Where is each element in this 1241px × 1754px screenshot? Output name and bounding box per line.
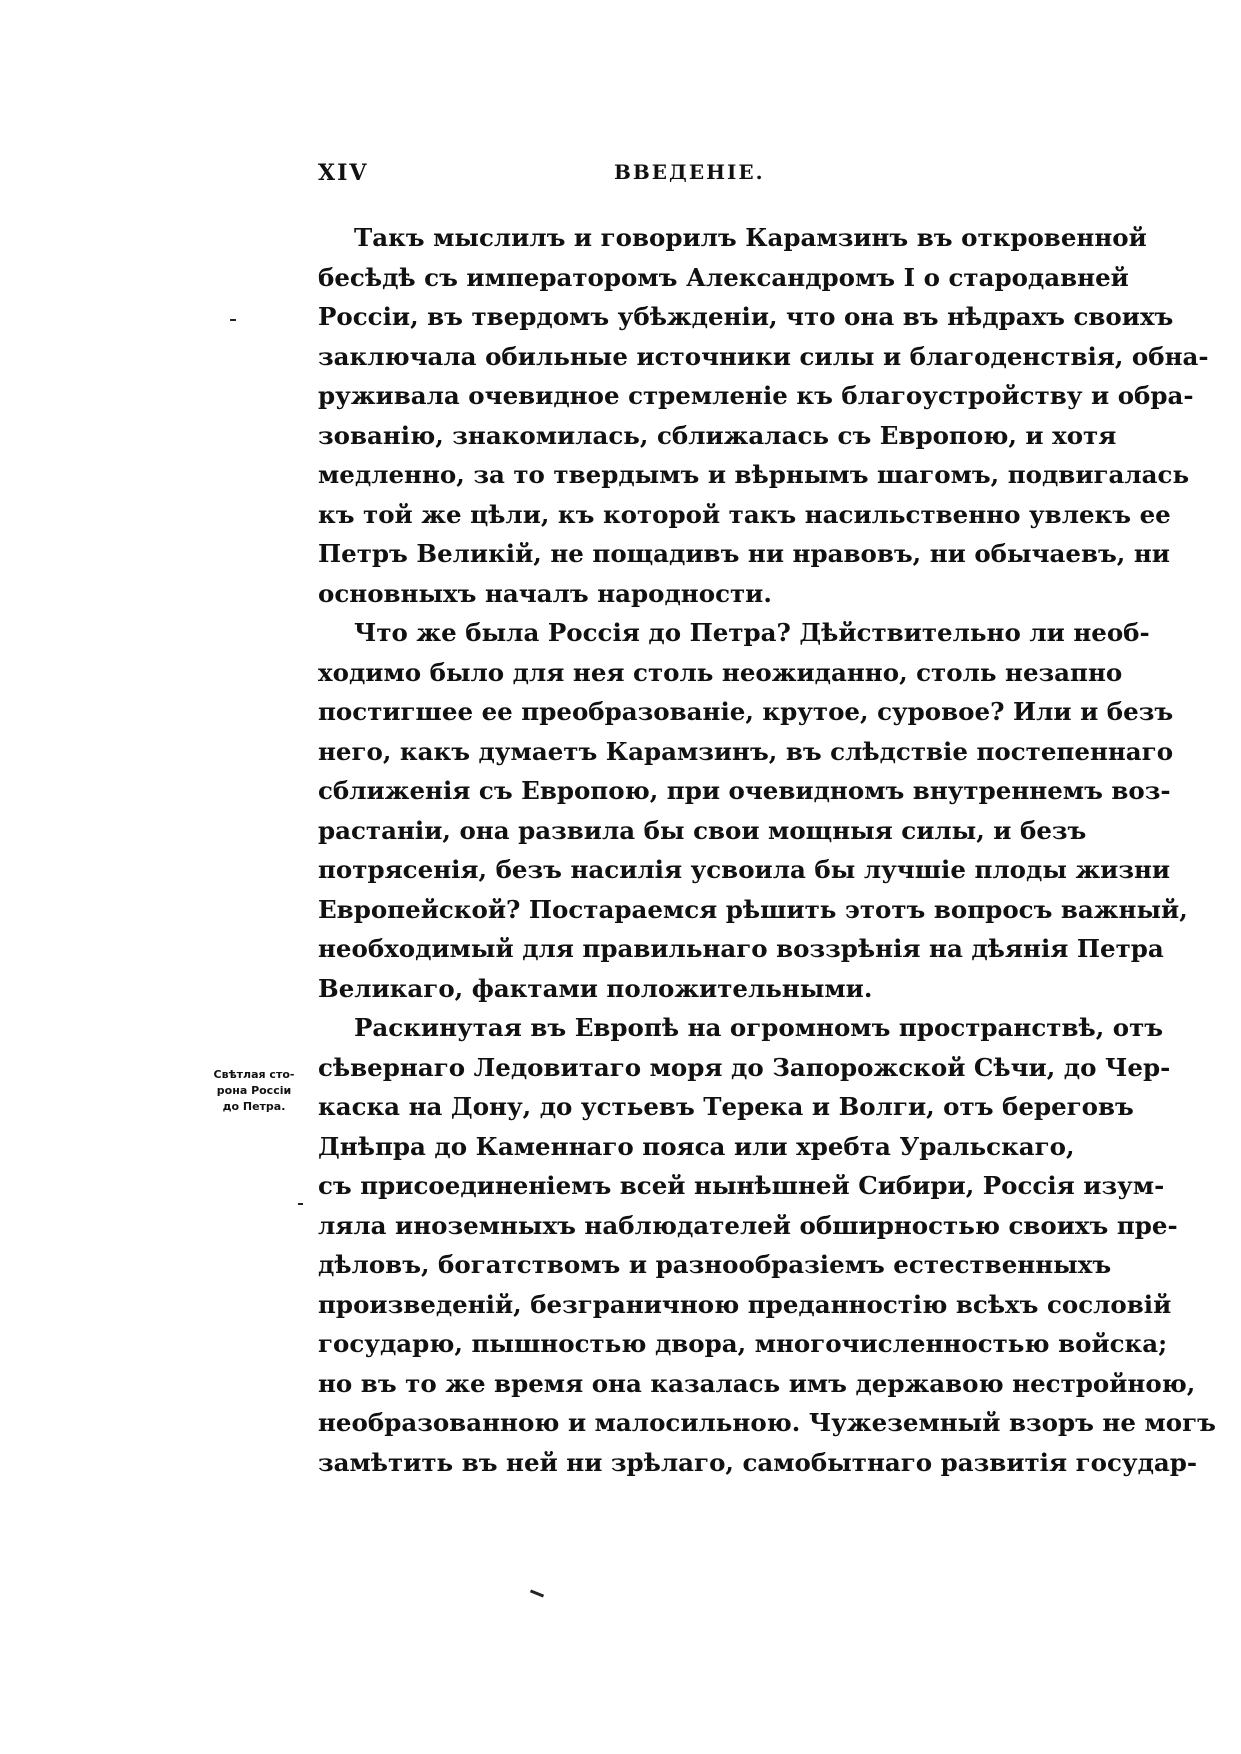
text-line: Что же была Россія до Петра? Дѣйствительно ли необ-	[354, 618, 1150, 647]
text-line: съ присоединеніемъ всей нынѣшней Сибири, Россія изум-	[318, 1171, 1165, 1200]
ink-speck	[530, 1589, 544, 1597]
margin-note-line: рона Россіи	[216, 1084, 292, 1097]
text-line: руживала очевидное стремленіе къ благоустройству и обра-	[318, 381, 1194, 410]
text-line: него, какъ думаетъ Карамзинъ, въ слѣдствіе постепеннаго	[318, 736, 1174, 766]
text-line: Раскинутая въ Европѣ на огромномъ пространствѣ, отъ	[354, 1013, 1164, 1042]
paragraph-2	[318, 613, 1188, 1008]
text-line: необразованною и малосильною. Чужеземный взоръ не могъ	[318, 1408, 1216, 1437]
text-line: ходимо было для нея столь неожиданно, столь незапно	[318, 657, 1123, 687]
page-number: XIV	[318, 160, 369, 186]
body-text	[318, 218, 1216, 1482]
text-line: бесѣдѣ съ императоромъ Александромъ I о стародавней	[318, 262, 1129, 292]
page-header	[318, 160, 1024, 196]
text-line: Россіи, въ твердомъ убѣжденіи, что она въ нѣдрахъ своихъ	[318, 302, 1174, 331]
paragraph-1	[318, 218, 1209, 613]
text-line: дѣловъ, богатствомъ и разнообразіемъ естественныхъ	[318, 1250, 1112, 1279]
text-line: Европейской? Постараемся рѣшить этотъ вопросъ важный,	[318, 894, 1188, 924]
text-line: сближенія съ Европою, при очевидномъ внутреннемъ воз-	[318, 776, 1171, 805]
text-line: но въ то же время она казалась имъ державою нестройною,	[318, 1368, 1196, 1398]
text-line: основныхъ началъ народности.	[318, 578, 772, 608]
text-line: къ той же цѣли, къ которой такъ насильственно увлекъ ее	[318, 499, 1171, 529]
text-line: заключала обильные источники силы и благоденствія, обна-	[318, 341, 1209, 371]
text-line: Петръ Великій, не пощадивъ ни нравовъ, ни обычаевъ, ни	[318, 539, 1170, 568]
margin-note	[206, 1067, 302, 1115]
text-line: сѣвернаго Ледовитаго моря до Запорожской Сѣчи, до Чер-	[318, 1052, 1171, 1082]
text-line: каска на Дону, до устьевъ Терека и Волги, отъ береговъ	[318, 1092, 1134, 1121]
text-line: замѣтить въ ней ни зрѣлаго, самобытнаго развитія государ-	[318, 1447, 1198, 1477]
text-line: Великаго, фактами положительными.	[318, 973, 873, 1003]
running-head: ВВЕДЕНІЕ.	[614, 160, 765, 184]
ink-speck	[230, 319, 236, 321]
text-line: необходимый для правильнаго воззрѣнія на дѣянія Петра	[318, 934, 1164, 963]
text-line: государю, пышностью двора, многочисленностью войска;	[318, 1329, 1168, 1358]
text-line: Такъ мыслилъ и говорилъ Карамзинъ въ откровенной	[354, 223, 1147, 252]
text-line: Днѣпра до Каменнаго пояса или хребта Уральскаго,	[318, 1131, 1075, 1161]
text-line: ляла иноземныхъ наблюдателей обширностью своихъ пре-	[318, 1210, 1178, 1240]
text-line: произведеній, безграничною преданностію всѣхъ сословій	[318, 1289, 1172, 1319]
paragraph-3	[318, 1008, 1216, 1482]
text-line: медленно, за то твердымъ и вѣрнымъ шагомъ, подвигалась	[318, 460, 1190, 489]
margin-note-line: Свѣтлая сто-	[213, 1068, 295, 1081]
text-line: постигшее ее преобразованіе, крутое, суровое? Или и безъ	[318, 697, 1174, 726]
text-line: растаніи, она развила бы свои мощныя силы, и безъ	[318, 815, 1087, 845]
margin-note-line: до Петра.	[222, 1100, 286, 1113]
ink-speck	[298, 1203, 303, 1205]
text-line: зованію, знакомилась, сближалась съ Европою, и хотя	[318, 420, 1117, 450]
text-line: потрясенія, безъ насилія усвоила бы лучшіе плоды жизни	[318, 855, 1171, 884]
